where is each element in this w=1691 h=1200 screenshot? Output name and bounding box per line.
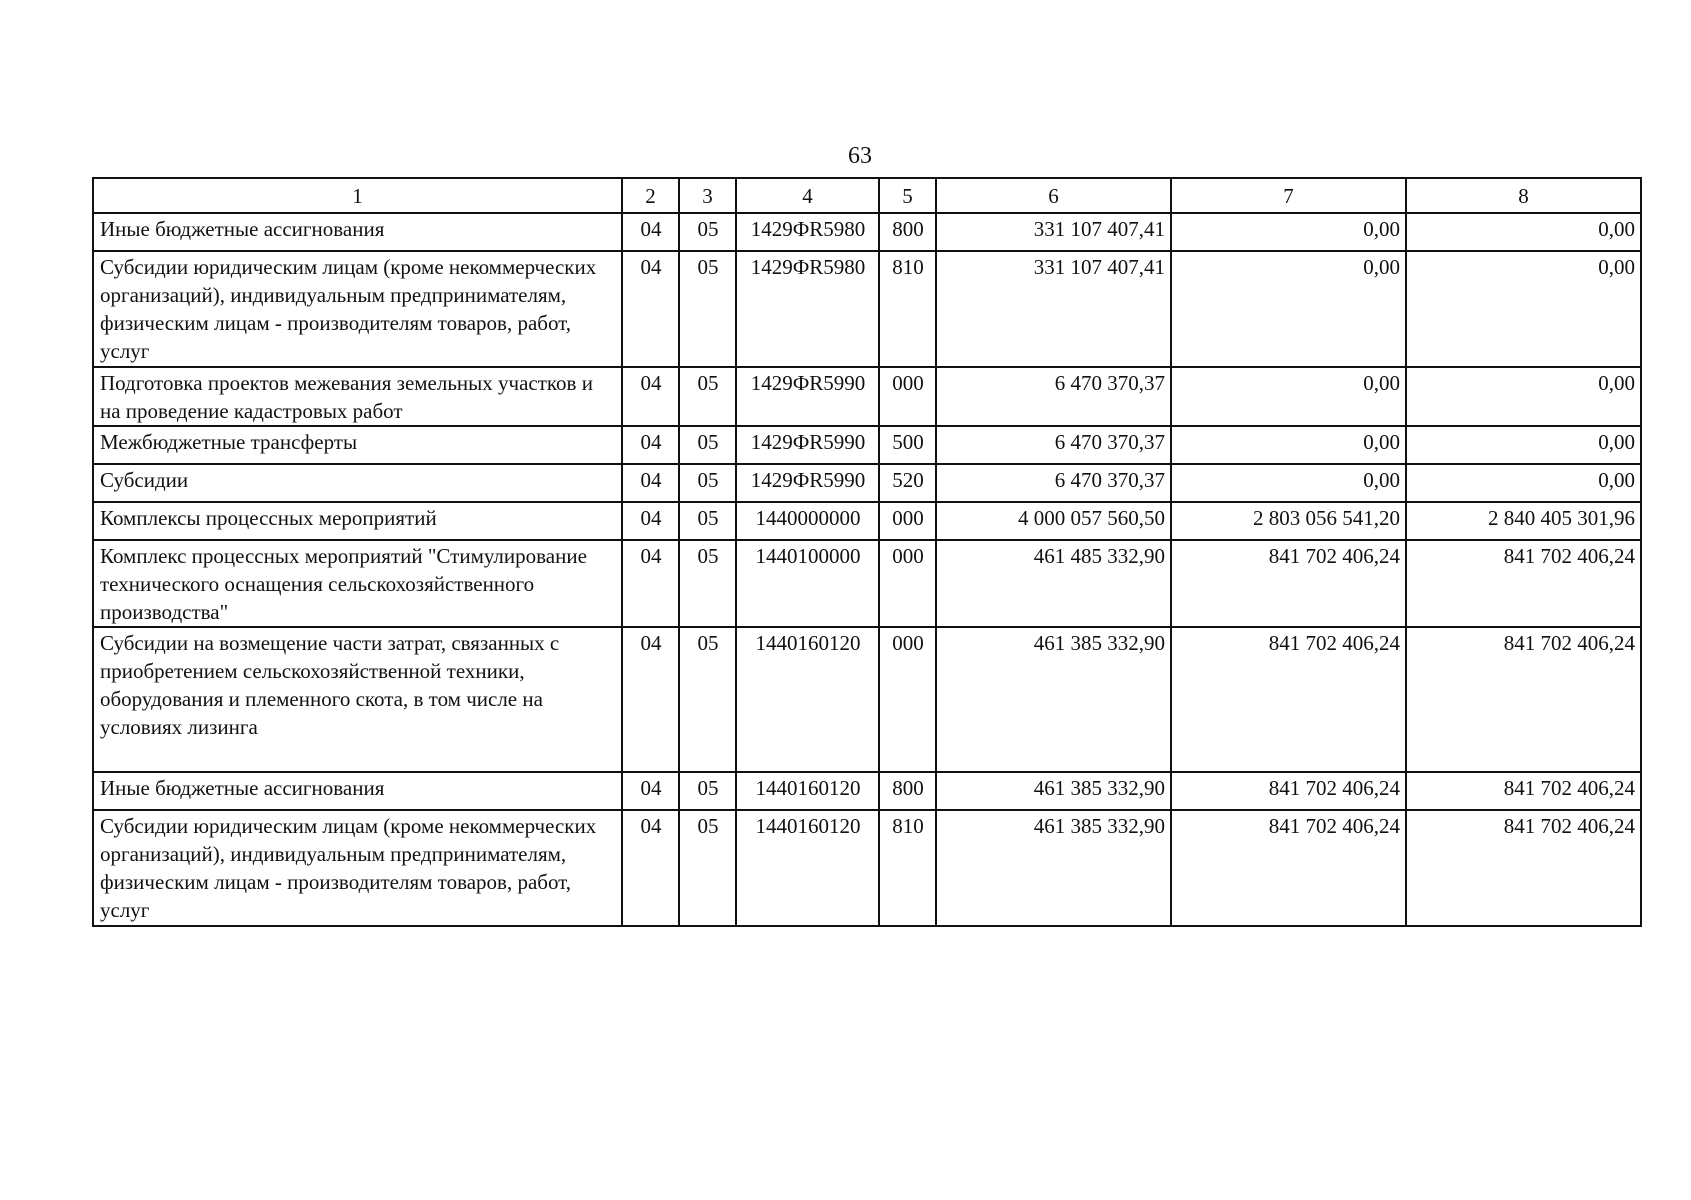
amount-cell: 6 470 370,37 — [936, 367, 1171, 426]
table-row — [93, 213, 1641, 251]
amount-cell: 0,00 — [1406, 426, 1641, 464]
amount-cell: 841 702 406,24 — [1171, 627, 1406, 772]
amount-cell: 0,00 — [1406, 367, 1641, 426]
target-article-cell: 1440160120 — [736, 810, 879, 926]
target-article-cell: 1429ФR5990 — [736, 426, 879, 464]
amount-cell: 0,00 — [1171, 251, 1406, 367]
expense-type-cell: 800 — [879, 772, 936, 810]
amount-cell: 0,00 — [1406, 464, 1641, 502]
target-article-cell: 1429ФR5980 — [736, 213, 879, 251]
row-name-cell: Субсидии юридическим лицам (кроме некоммерческих организаций), индивидуальным предпринимателям, физическим лицам - производителям товаров, работ, услуг — [93, 251, 622, 367]
expense-type-cell: 000 — [879, 502, 936, 540]
amount-cell: 2 803 056 541,20 — [1171, 502, 1406, 540]
section-code-cell: 04 — [622, 426, 679, 464]
amount-cell: 6 470 370,37 — [936, 426, 1171, 464]
subsection-code-cell: 05 — [679, 213, 736, 251]
amount-cell: 2 840 405 301,96 — [1406, 502, 1641, 540]
header-cell: 4 — [736, 178, 879, 213]
page-number: 63 — [848, 143, 872, 169]
subsection-code-cell: 05 — [679, 367, 736, 426]
row-name-cell: Иные бюджетные ассигнования — [93, 213, 622, 251]
table-row — [93, 627, 1641, 772]
amount-cell: 0,00 — [1171, 367, 1406, 426]
section-code-cell: 04 — [622, 810, 679, 926]
target-article-cell: 1440000000 — [736, 502, 879, 540]
section-code-cell: 04 — [622, 502, 679, 540]
row-name-cell: Подготовка проектов межевания земельных участков и на проведение кадастровых работ — [93, 367, 622, 426]
subsection-code-cell: 05 — [679, 251, 736, 367]
amount-cell: 6 470 370,37 — [936, 464, 1171, 502]
amount-cell: 0,00 — [1171, 426, 1406, 464]
row-name-cell: Субсидии на возмещение части затрат, связанных с приобретением сельскохозяйственной техники, оборудования и племенного скота, в том числе на условиях лизинга — [93, 627, 622, 772]
section-code-cell: 04 — [622, 251, 679, 367]
budget-table — [92, 177, 1642, 927]
target-article-cell: 1429ФR5990 — [736, 367, 879, 426]
amount-cell: 461 385 332,90 — [936, 772, 1171, 810]
table-row — [93, 772, 1641, 810]
header-cell: 2 — [622, 178, 679, 213]
amount-cell: 841 702 406,24 — [1171, 810, 1406, 926]
expense-type-cell: 000 — [879, 367, 936, 426]
expense-type-cell: 520 — [879, 464, 936, 502]
table-row — [93, 426, 1641, 464]
table-header-row — [93, 178, 1641, 213]
expense-type-cell: 800 — [879, 213, 936, 251]
target-article-cell: 1440160120 — [736, 627, 879, 772]
target-article-cell: 1429ФR5990 — [736, 464, 879, 502]
section-code-cell: 04 — [622, 464, 679, 502]
subsection-code-cell: 05 — [679, 627, 736, 772]
header-cell: 5 — [879, 178, 936, 213]
expense-type-cell: 000 — [879, 540, 936, 627]
subsection-code-cell: 05 — [679, 540, 736, 627]
amount-cell: 331 107 407,41 — [936, 213, 1171, 251]
header-cell: 1 — [93, 178, 622, 213]
table-row — [93, 251, 1641, 367]
subsection-code-cell: 05 — [679, 772, 736, 810]
row-name-cell: Комплекс процессных мероприятий "Стимулирование технического оснащения сельскохозяйственного производства" — [93, 540, 622, 627]
amount-cell: 0,00 — [1406, 251, 1641, 367]
amount-cell: 461 385 332,90 — [936, 810, 1171, 926]
header-cell: 3 — [679, 178, 736, 213]
amount-cell: 841 702 406,24 — [1171, 772, 1406, 810]
table-row — [93, 367, 1641, 426]
amount-cell: 841 702 406,24 — [1406, 772, 1641, 810]
amount-cell: 0,00 — [1171, 213, 1406, 251]
amount-cell: 331 107 407,41 — [936, 251, 1171, 367]
expense-type-cell: 000 — [879, 627, 936, 772]
row-name-cell: Субсидии — [93, 464, 622, 502]
row-name-cell: Иные бюджетные ассигнования — [93, 772, 622, 810]
row-name-cell: Субсидии юридическим лицам (кроме некоммерческих организаций), индивидуальным предпринимателям, физическим лицам - производителям товаров, работ, услуг — [93, 810, 622, 926]
subsection-code-cell: 05 — [679, 426, 736, 464]
amount-cell: 461 485 332,90 — [936, 540, 1171, 627]
subsection-code-cell: 05 — [679, 464, 736, 502]
section-code-cell: 04 — [622, 540, 679, 627]
amount-cell: 841 702 406,24 — [1171, 540, 1406, 627]
expense-type-cell: 810 — [879, 810, 936, 926]
table-row — [93, 540, 1641, 627]
header-cell: 7 — [1171, 178, 1406, 213]
amount-cell: 0,00 — [1406, 213, 1641, 251]
table-row — [93, 464, 1641, 502]
target-article-cell: 1440160120 — [736, 772, 879, 810]
expense-type-cell: 810 — [879, 251, 936, 367]
section-code-cell: 04 — [622, 627, 679, 772]
row-name-cell: Межбюджетные трансферты — [93, 426, 622, 464]
expense-type-cell: 500 — [879, 426, 936, 464]
amount-cell: 4 000 057 560,50 — [936, 502, 1171, 540]
amount-cell: 841 702 406,24 — [1406, 627, 1641, 772]
table-row — [93, 810, 1641, 926]
section-code-cell: 04 — [622, 367, 679, 426]
amount-cell: 0,00 — [1171, 464, 1406, 502]
row-name-cell: Комплексы процессных мероприятий — [93, 502, 622, 540]
subsection-code-cell: 05 — [679, 502, 736, 540]
table-row — [93, 502, 1641, 540]
target-article-cell: 1429ФR5980 — [736, 251, 879, 367]
amount-cell: 461 385 332,90 — [936, 627, 1171, 772]
header-cell: 8 — [1406, 178, 1641, 213]
amount-cell: 841 702 406,24 — [1406, 540, 1641, 627]
amount-cell: 841 702 406,24 — [1406, 810, 1641, 926]
section-code-cell: 04 — [622, 772, 679, 810]
target-article-cell: 1440100000 — [736, 540, 879, 627]
header-cell: 6 — [936, 178, 1171, 213]
section-code-cell: 04 — [622, 213, 679, 251]
subsection-code-cell: 05 — [679, 810, 736, 926]
